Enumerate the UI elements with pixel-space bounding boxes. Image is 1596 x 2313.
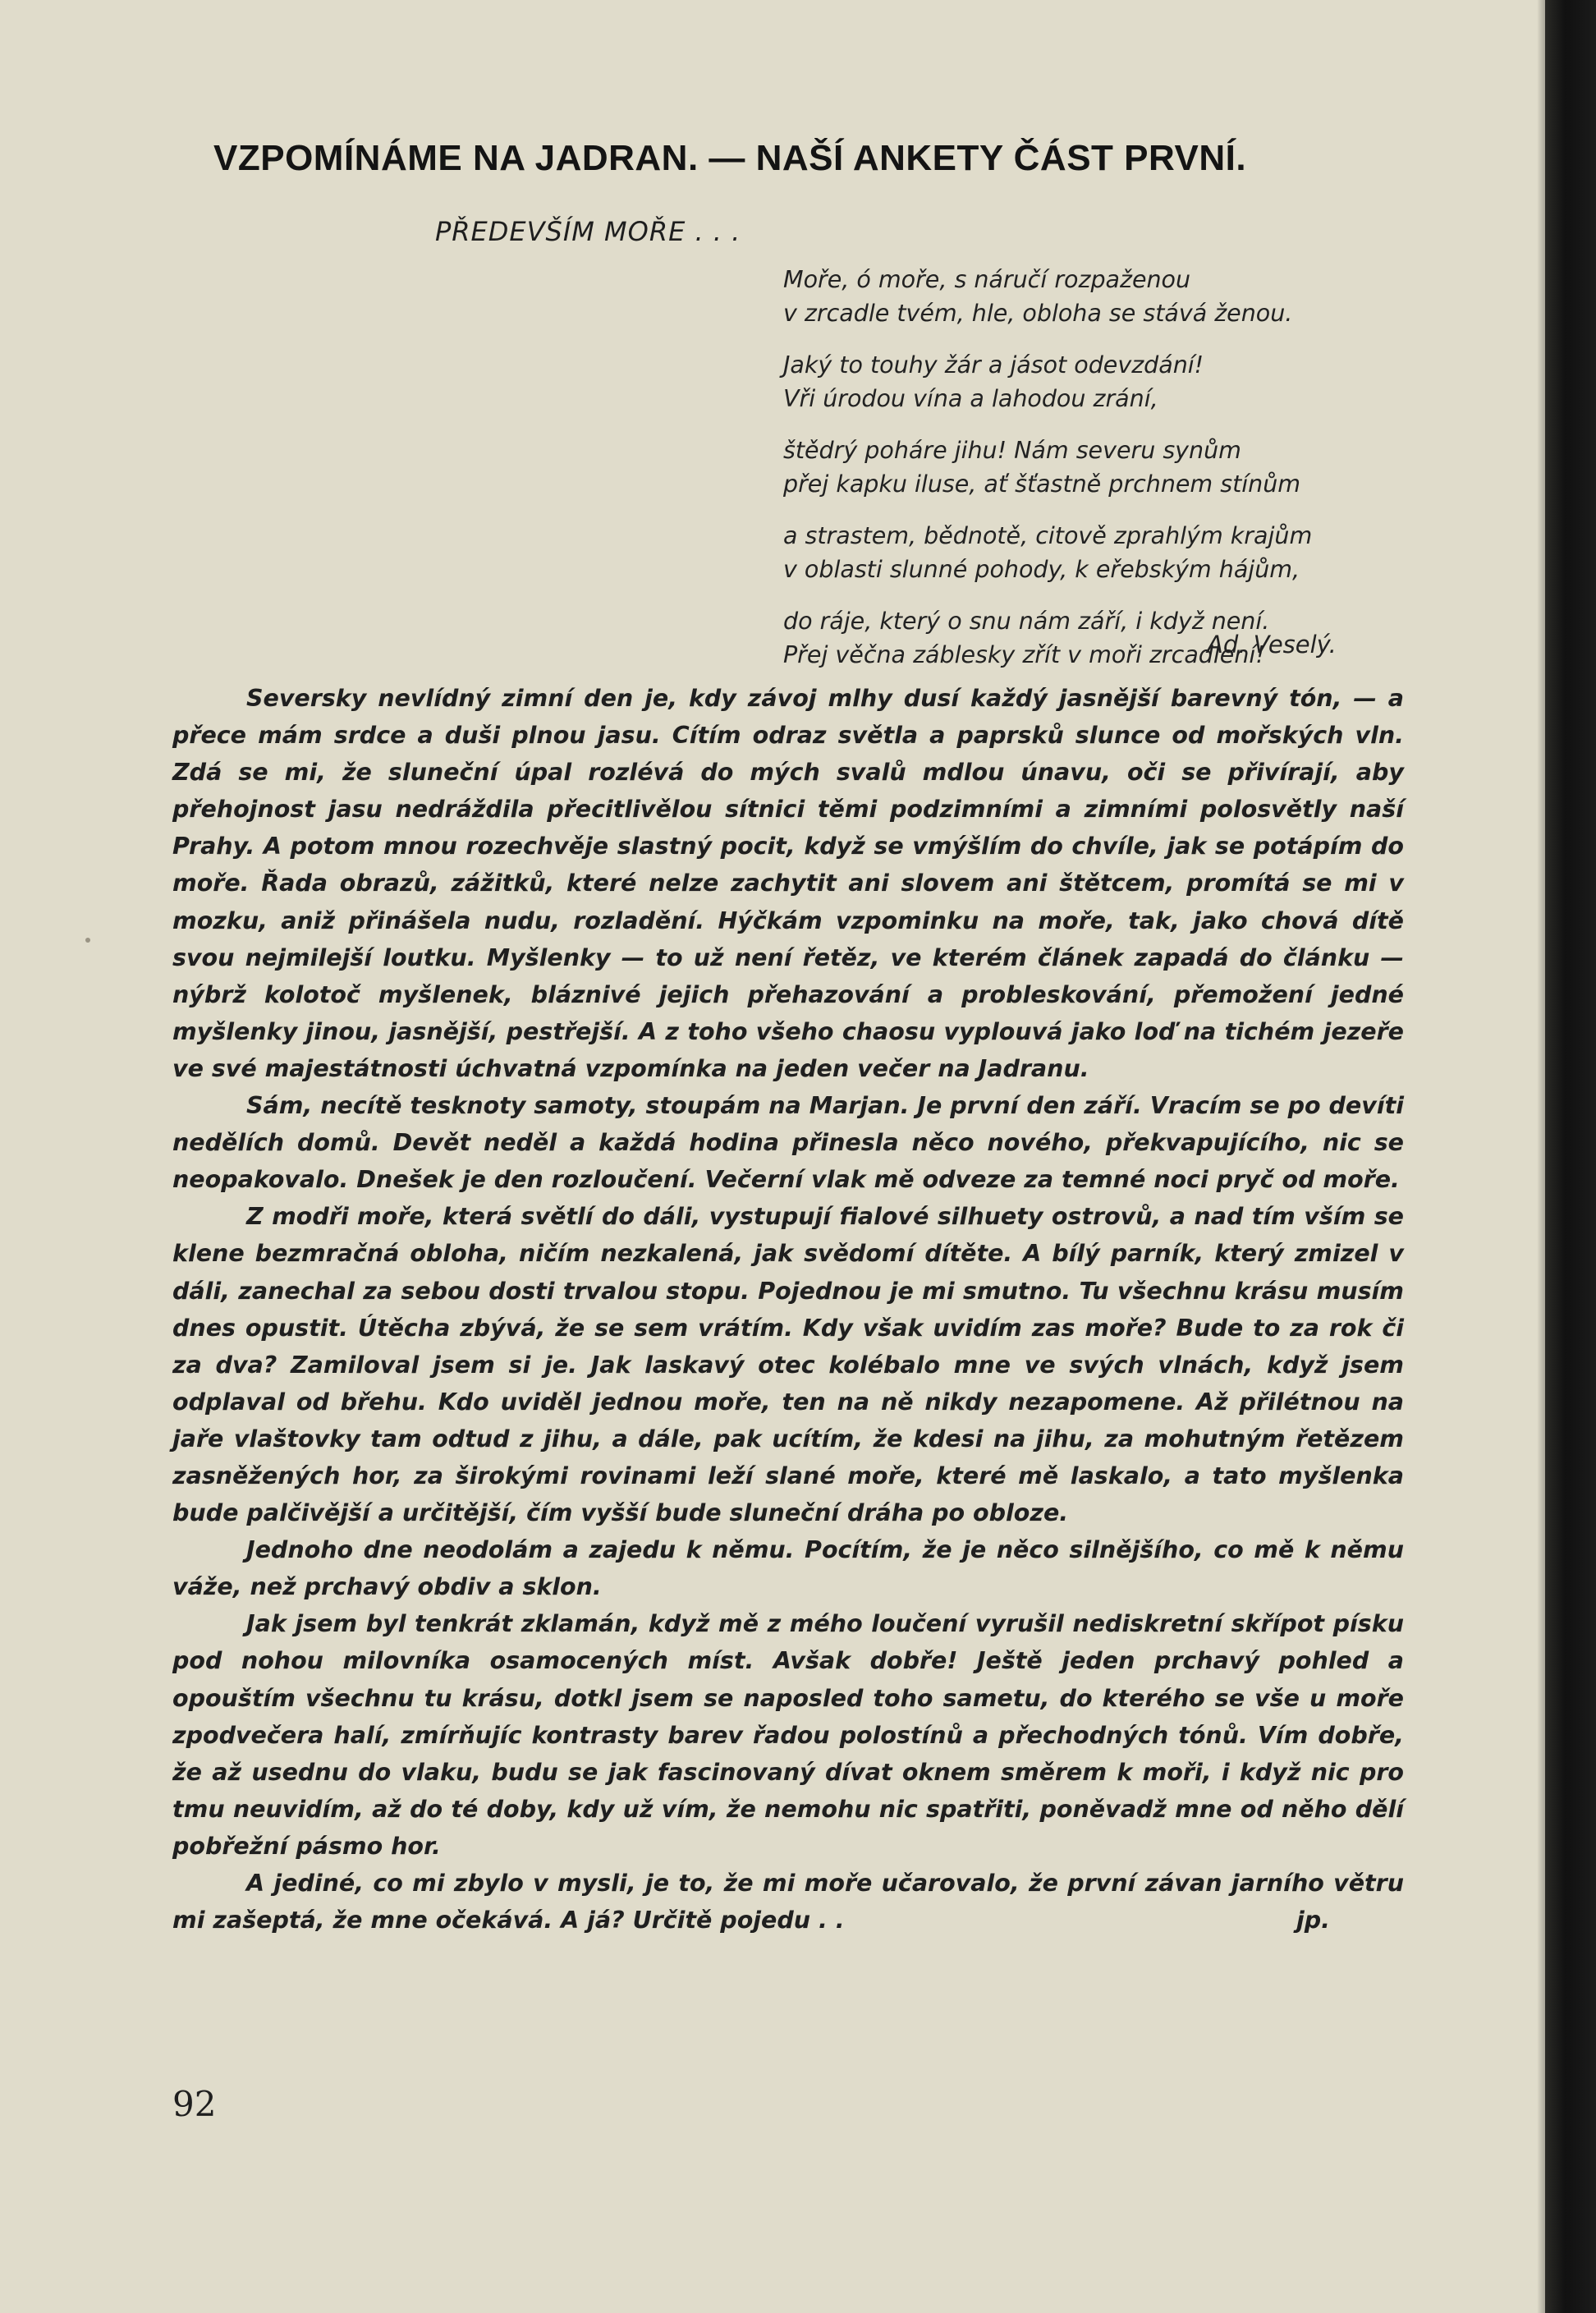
poem-stanza	[783, 348, 1571, 415]
poem-line: Vři úrodou vína a lahodou zrání,	[783, 385, 1158, 412]
body-paragraph: Sám, necítě tesknoty samoty, stoupám na Marjan. Je první den září. Vracím se po devíti nedělích domů. Devět neděl a každá hodina přinesla něco nového, překvapujícího, nic se neopakovalo. Dnešek je den rozloučení. Večerní vlak mě odveze za temné noci pryč od moře.	[172, 1092, 1404, 1194]
body-paragraph: Seversky nevlídný zimní den je, kdy závoj mlhy dusí každý jasnější barevný tón, — a přece mám srdce a duši plnou jasu. Cítím odraz světla a paprsků slunce od mořských vln. Zdá se mi, že sluneční úpal rozlévá do mých svalů mdlou únavu, oči se přivírají, aby přehojnost jasu nedráždila přecitlivělou sítnici těmi podzimními a zimními polosvětly naší Prahy. A potom mnou rozechvěje slastný pocit, když se vmýšlím do chvíle, jak se potápím do moře. Řada obrazů, zážitků, které nelze zachytit ani slovem ani štětcem, promítá se mi v mozku, aniž přinášela nudu, rozladění. Hýčkám vzpominku na moře, tak, jako chová dítě svou nejmilejší loutku. Myšlenky — to už není řetěz, ve kterém článek zapadá do článku — nýbrž kolotoč myšlenek, bláznivé jejich přehazování a probleskování, přemožení jedné myšlenky jinou, jasnější, pestřejší. A z toho všeho chaosu vyplouvá jako loď na tichém jezeře ve své majestátnosti úchvatná vzpomínka na jeden večer na Jadranu.	[172, 685, 1404, 1082]
poem-stanza	[783, 434, 1571, 501]
final-paragraph-text: A jediné, co mi zbylo v mysli, je to, že mi moře učarovalo, že první závan jarního větru mi zašeptá, že mne očekává. A já? Určitě pojedu . .	[172, 1870, 1404, 1934]
poem-line: a strastem, bědnotě, citově zprahlým krajům	[783, 522, 1313, 549]
poem-line: přej kapku iluse, ať šťastně prchnem stínům	[783, 470, 1301, 498]
page-edge-shadow	[1537, 0, 1545, 2313]
poem-line: do ráje, který o snu nám září, i když není.	[783, 608, 1270, 635]
body-paragraph: Jak jsem byl tenkrát zklamán, když mě z mého loučení vyrušil nediskretní skřípot písku pod nohou milovníka osamocených míst. Avšak dobře! Ještě jeden prchavý pohled a opouštím všechnu tu krásu, dotkl jsem se naposled toho sametu, do kterého se vše u moře zpodvečera halí, zmírňujíc kontrasty barev řadou polostínů a přechodných tónů. Vím dobře, že až usednu do vlaku, budu se jak fascinovaný dívat oknem směrem k moři, i když nic pro tmu neuvidím, až do té doby, kdy už vím, že nemohu nic spatřiti, poněvadž mne od něho dělí pobřežní pásmo hor.	[172, 1610, 1404, 1860]
body-paragraph-final	[172, 1865, 1404, 1939]
poem-author: Ad. Veselý.	[1207, 631, 1337, 659]
poem-line: Jaký to touhy žár a jásot odevzdání!	[783, 351, 1204, 379]
body-paragraph: Jednoho dne neodolám a zajedu k němu. Pocítím, že je něco silnějšího, co mě k němu váže, než prchavý obdiv a sklon.	[172, 1536, 1404, 1601]
author-signoff: jp.	[1296, 1907, 1330, 1934]
poem-line: štědrý poháre jihu! Nám severu synům	[783, 437, 1241, 464]
poem	[783, 263, 1571, 690]
article-headline: VZPOMÍNÁME NA JADRAN. — NAŠÍ ANKETY ČÁST PRVNÍ.	[213, 138, 1247, 178]
paper-speck	[85, 938, 90, 943]
poem-line: Moře, ó moře, s náručí rozpaženou	[783, 266, 1191, 293]
body-paragraph: Z modři moře, která světlí do dáli, vystupují fialové silhuety ostrovů, a nad tím vším se klene bezmračná obloha, ničím nezkalená, jak svědomí dítěte. A bílý parník, který zmizel v dáli, zanechal za sebou dosti trvalou stopu. Pojednou je mi smutno. Tu všechnu krásu musím dnes opustit. Útěcha zbývá, že se sem vrátím. Kdy však uvidím zas moře? Bude to za rok či za dva? Zamiloval jsem si je. Jak laskavý otec kolébalo mne ve svých vlnách, když jsem odplaval od břehu. Kdo uviděl jednou moře, ten na ně nikdy nezapomene. Až přilétnou na jaře vlaštovky tam odtud z jihu, a dále, pak ucítím, že kdesi na jihu, za mohutným řetězem zasněžených hor, za širokými rovinami leží slané moře, které mě laskalo, a tato myšlenka bude palčivější a určitější, čím vyšší bude sluneční dráha po obloze.	[172, 1203, 1404, 1527]
poem-line: Přej věčna záblesky zřít v moři zrcadlení!	[783, 641, 1265, 668]
book-spine	[1545, 0, 1596, 2313]
poem-line: v zrcadle tvém, hle, obloha se stává ženou.	[783, 300, 1293, 327]
article-subhead: PŘEDEVŠÍM MOŘE . . .	[435, 216, 741, 247]
page-number: 92	[172, 2084, 217, 2124]
article-body	[172, 680, 1404, 1939]
poem-stanza	[783, 263, 1571, 330]
poem-stanza	[783, 604, 1571, 672]
poem-stanza	[783, 519, 1571, 586]
poem-line: v oblasti slunné pohody, k eřebským hájům,	[783, 556, 1300, 583]
